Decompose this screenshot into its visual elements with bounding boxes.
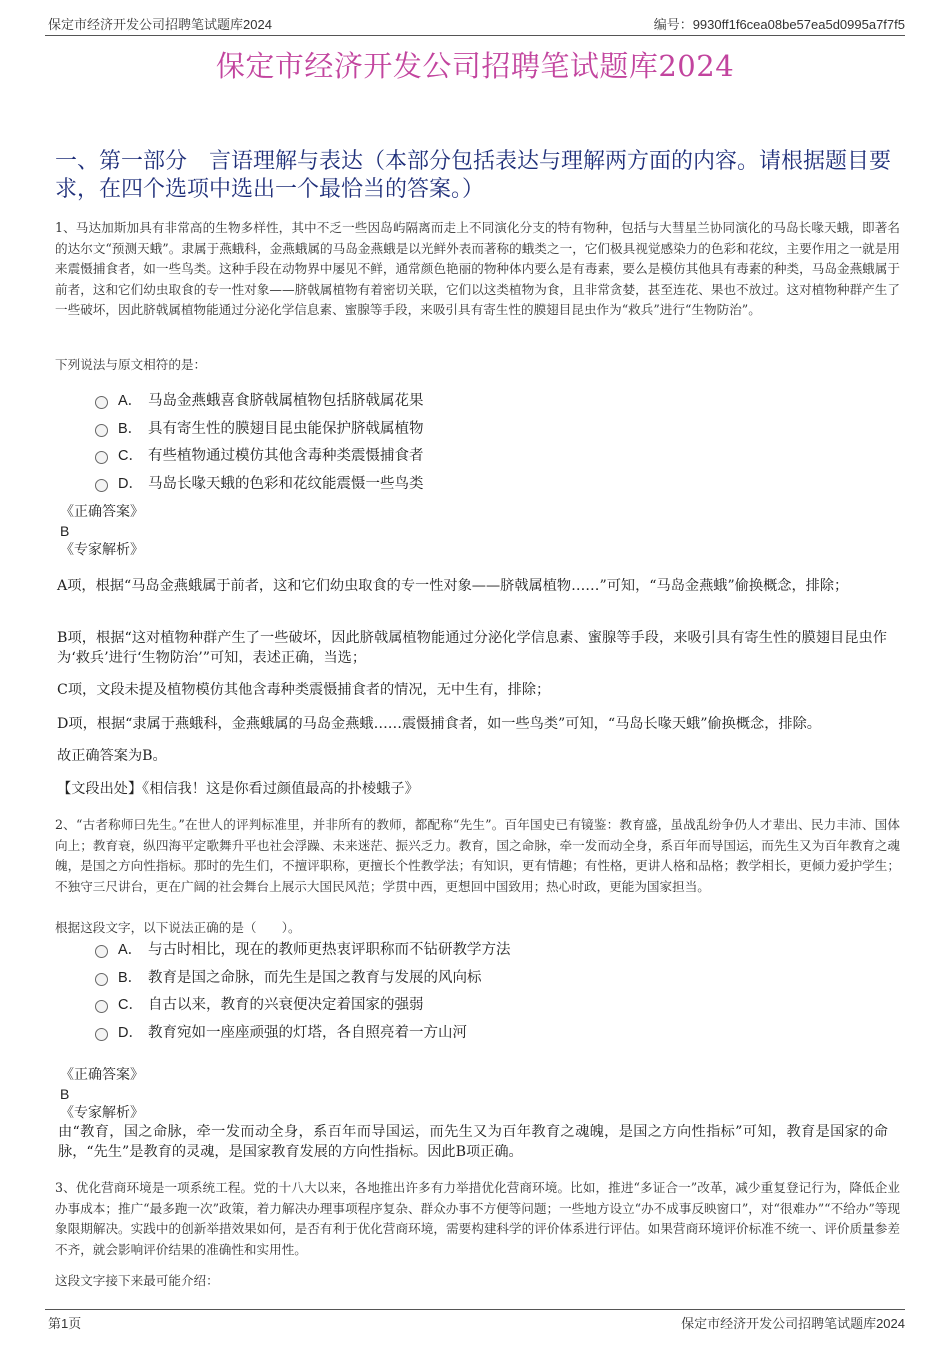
radio-icon[interactable]	[95, 1000, 108, 1013]
option-b[interactable]	[95, 963, 895, 991]
option-letter: B．	[118, 420, 143, 437]
question-1-prompt: 下列说法与原文相符的是：	[55, 357, 207, 372]
question-2-options	[95, 935, 895, 1045]
option-letter: A．	[118, 393, 143, 410]
option-b[interactable]	[95, 414, 895, 442]
question-1-analysis-b: B项，根据“这对植物种群产生了一些破坏，因此脐戟属植物能通过分泌化学信息素、蜜腺等手段，来吸引具有寄生性的膜翅目昆虫作为‘救兵’进行‘生物防治’”可知，表述正确，当选；	[57, 630, 887, 666]
question-1-conclusion: 故正确答案为B。	[57, 748, 167, 764]
option-c[interactable]	[95, 990, 895, 1018]
question-1-analysis-d: D项，根据“隶属于燕蛾科，金燕蛾属的马岛金燕蛾……震慑捕食者，如一些鸟类”可知，“马岛长喙天蛾”偷换概念，排除。	[57, 716, 821, 732]
option-text: 具有寄生性的膜翅目昆虫能保护脐戟属植物	[148, 420, 424, 437]
header-doc-title: 保定市经济开发公司招聘笔试题库2024	[48, 17, 272, 32]
option-text: 马岛长喙天蛾的色彩和花纹能震慑一些鸟类	[148, 475, 424, 492]
option-text: 有些植物通过模仿其他含毒种类震慑捕食者	[148, 448, 424, 465]
footer-doc-title: 保定市经济开发公司招聘笔试题库2024	[681, 1316, 905, 1331]
option-text: 教育宛如一座座顽强的灯塔，各自照亮着一方山河	[148, 1024, 467, 1041]
option-a[interactable]	[95, 935, 895, 963]
section-heading: 一、第一部分 言语理解与表达（本部分包括表达与理解两方面的内容。请根据题目要求，在四个选项中选出一个最恰当的答案。）	[55, 149, 892, 202]
header-divider	[45, 35, 905, 36]
question-1-options	[95, 386, 895, 496]
option-letter: D．	[118, 475, 143, 492]
radio-icon[interactable]	[95, 424, 108, 437]
option-text: 与古时相比，现在的教师更热衷评职称而不钻研教学方法	[148, 942, 511, 959]
page-title: 保定市经济开发公司招聘笔试题库2024	[215, 49, 735, 83]
option-letter: C．	[118, 997, 143, 1014]
option-d[interactable]	[95, 1018, 895, 1046]
question-1-source: 【文段出处】《相信我！这是你看过颜值最高的扑棱蛾子》	[57, 781, 419, 797]
answer-value: B	[60, 523, 70, 539]
radio-icon[interactable]	[95, 973, 108, 986]
answer-label: 《正确答案》	[60, 1067, 144, 1083]
option-text: 教育是国之命脉，而先生是国之教育与发展的风向标	[148, 969, 482, 986]
question-1-analysis-a: A项，根据“马岛金燕蛾属于前者，这和它们幼虫取食的专一性对象——脐戟属植物……”可知，“马岛金燕蛾”偷换概念，排除；	[57, 578, 849, 594]
radio-icon[interactable]	[95, 1028, 108, 1041]
question-3-prompt: 这段文字接下来最可能介绍：	[55, 1273, 219, 1288]
page-number: 第1页	[48, 1316, 82, 1331]
option-letter: B．	[118, 969, 143, 986]
question-1-answer-block	[60, 503, 144, 560]
option-letter: C．	[118, 448, 143, 465]
header-doc-id: 编号：9930ff1f6cea08be57ea5d0995a7f7f5	[653, 17, 905, 32]
question-2-analysis: 由“教育，国之命脉，牵一发而动全身，系百年而导国运，而先生又为百年教育之魂魄，是国之方向性指标”可知，教育是国家的命脉，“先生”是教育的灵魂，是国家教育发展的方向性指标。因此B项正确。	[58, 1124, 888, 1160]
page-header	[48, 14, 905, 34]
option-d[interactable]	[95, 469, 895, 497]
option-text: 马岛金燕蛾喜食脐戟属植物包括脐戟属花果	[148, 393, 424, 410]
analysis-label: 《专家解析》	[60, 1105, 144, 1121]
radio-icon[interactable]	[95, 479, 108, 492]
radio-icon[interactable]	[95, 396, 108, 409]
option-letter: A．	[118, 942, 143, 959]
option-text: 自古以来，教育的兴衰便决定着国家的强弱	[148, 997, 424, 1014]
footer-divider	[45, 1309, 905, 1310]
question-2-answer-block	[60, 1066, 144, 1123]
analysis-label: 《专家解析》	[60, 542, 144, 558]
answer-label: 《正确答案》	[60, 504, 144, 520]
radio-icon[interactable]	[95, 451, 108, 464]
option-c[interactable]	[95, 441, 895, 469]
question-3-passage: 3、优化营商环境是一项系统工程。党的十八大以来，各地推出许多有力举措优化营商环境。比如，推进“多证合一”改革，减少重复登记行为，降低企业办事成本；推广“最多跑一次”政策，着力解决办理事项程序复杂、群众办事不方便等问题；一些地方设立“办不成事反映窗口”，对“很难办”“不给办”等现象限期解决。实践中的创新举措效果如何，是否有利于优化营商环境，需要构建科学的评价体系进行评估。如果营商环境评价标准不统一、评价质量参差不齐，就会影响评价结果的准确性和实用性。	[55, 1180, 900, 1257]
option-a[interactable]	[95, 386, 895, 414]
option-letter: D．	[118, 1024, 143, 1041]
question-1-passage: 1、马达加斯加具有非常高的生物多样性，其中不乏一些因岛屿隔离而走上不同演化分支的特有物种，包括与大彗星兰协同演化的马岛长喙天蛾，即著名的达尔文“预测天蛾”。隶属于燕蛾科，金燕蛾属的马岛金燕蛾是以光鲜外表而著称的蛾类之一，它们极具视觉感染力的色彩和花纹，主要作用之一就是用来震慑捕食者，如一些鸟类。这种手段在动物界中屡见不鲜，通常颜色艳丽的物种体内要么是有毒素，要么是模仿其他具有毒素的种类，马岛金燕蛾属于前者，这和它们幼虫取食的专一性对象——脐戟属植物有着密切关联，它们以这类植物为食，且非常贪婪，甚至连花、果也不放过。这对植物种群产生了一些破坏，因此脐戟属植物能通过分泌化学信息素、蜜腺等手段，来吸引具有寄生性的膜翅目昆虫作为“救兵”进行“生物防治”。	[55, 220, 900, 317]
answer-value: B	[60, 1086, 70, 1102]
question-2-prompt: 根据这段文字，以下说法正确的是（ ）。	[55, 920, 301, 935]
page-footer	[48, 1313, 905, 1333]
radio-icon[interactable]	[95, 945, 108, 958]
question-1-analysis-c: C项，文段未提及植物模仿其他含毒种类震慑捕食者的情况，无中生有，排除；	[57, 682, 551, 698]
question-2-passage: 2、“古者称师曰先生。”在世人的评判标准里，并非所有的教师，都配称“先生”。百年国史已有镜鉴：教育盛，虽战乱纷争仍人才辈出、民力丰沛、国体向上；教育衰，纵四海平定歌舞升平也社会浮躁、未来迷茫、振兴乏力。教育，国之命脉，牵一发而动全身，系百年而导国运，而先生又为百年教育之魂魄，是国之方向性指标。那时的先生们，不擅评职称，更擅长个性教学法；有知识，更有情趣；有性格，更讲人格和品格；教学相长，更倾力爱护学生；不独守三尺讲台，更在广阔的社会舞台上展示大国民风范；学贯中西，更想回中国致用；热心时政，更能为国家担当。	[55, 817, 900, 894]
